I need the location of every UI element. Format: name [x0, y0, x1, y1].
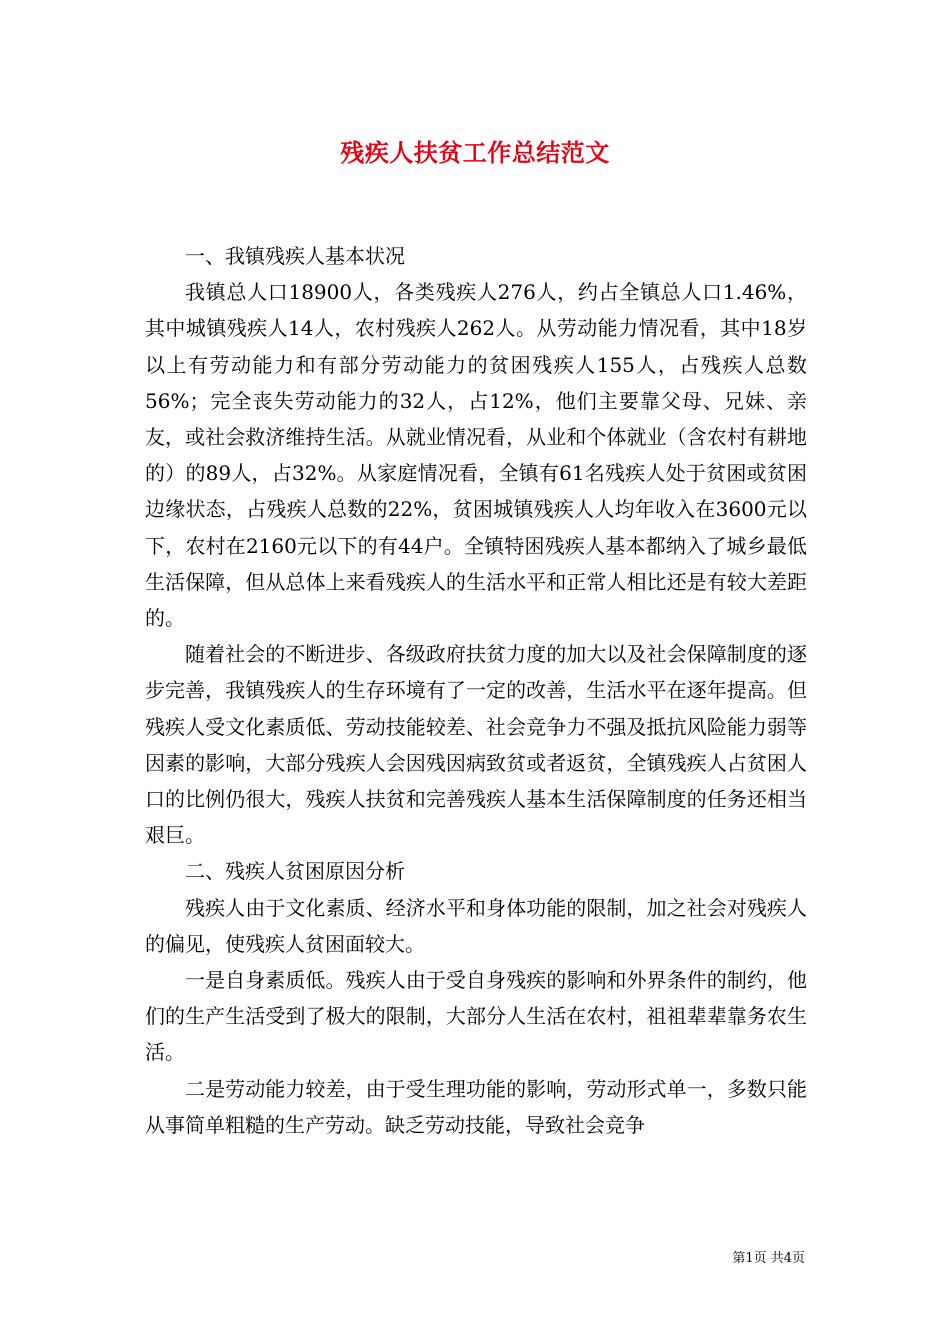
paragraph: 二是劳动能力较差，由于受生理功能的影响，劳动形式单一，多数只能从事简单粗糙的生产劳动。缺乏劳动技能，导致社会竞争: [145, 1076, 807, 1137]
paragraph: 随着社会的不断进步、各级政府扶贫力度的加大以及社会保障制度的逐步完善，我镇残疾人的生存环境有了一定的改善，生活水平在逐年提高。但残疾人受文化素质低、劳动技能较差、社会竞争力不强及抵抗风险能力弱等因素的影响，大部分残疾人会因残因病致贫或者返贫，全镇残疾人占贫困人口的比例仍很大，残疾人扶贫和完善残疾人基本生活保障制度的任务还相当艰巨。: [145, 642, 807, 848]
section-heading: 二、残疾人贫困原因分析: [185, 859, 405, 884]
document-body: [145, 238, 807, 1143]
paragraph: 我镇总人口18900人，各类残疾人276人，约占全镇总人口1.46%，其中城镇残疾人14人，农村残疾人262人。从劳动能力情况看，其中18岁以上有劳动能力和有部分劳动能力的贫困残疾人155人，占残疾人总数56%；完全丧失劳动能力的32人，占12%，他们主要靠父母、兄妹、亲友，或社会救济维持生活。从就业情况看，从业和个体就业（含农村有耕地的）的89人，占32%。从家庭情况看，全镇有61名残疾人处于贫困或贫困边缘状态，占残疾人总数的22%，贫困城镇残疾人人均年收入在3600元以下，农村在2160元以下的有44户。全镇特困残疾人基本都纳入了城乡最低生活保障，但从总体上来看残疾人的生活水平和正常人相比还是有较大差距的。: [145, 280, 807, 631]
page-title: 残疾人扶贫工作总结范文: [340, 138, 610, 167]
paragraph: 残疾人由于文化素质、经济水平和身体功能的限制，加之社会对残疾人的偏见，使残疾人贫困面较大。: [145, 895, 807, 956]
page-number: 第1页 共4页: [732, 1251, 805, 1266]
paragraph: 一是自身素质低。残疾人由于受自身残疾的影响和外界条件的制约，他们的生产生活受到了极大的限制，大部分人生活在农村，祖祖辈辈靠务农生活。: [145, 968, 807, 1065]
section-heading: 一、我镇残疾人基本状况: [185, 244, 405, 268]
